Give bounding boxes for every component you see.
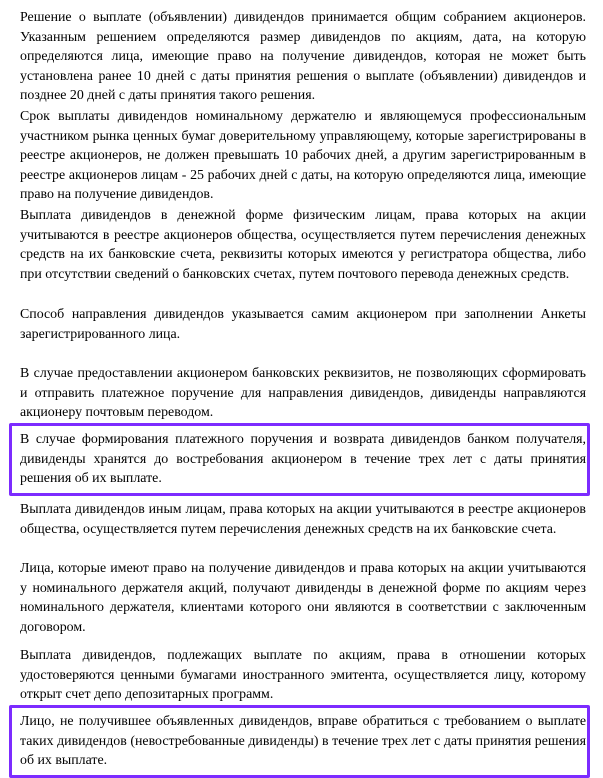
paragraph-nominee-holder: Лица, которые имеют право на получение дивидендов и права которых на акции учитываются у номинального держателя акций, получают дивиденды в денежной форме по акциям через номинального держателя, клиентами которого они являются в соответствии с заключенным договором. (20, 561, 586, 635)
paragraph-bank-return: В случае формирования платежного поручения и возврата дивидендов банком получателя, дивиденды хранятся до востребования акционером в течение трех лет с даты принятия решения об их выплате. (20, 432, 586, 487)
paragraph-foreign-issuer: Выплата дивидендов, подлежащих выплате по акциям, права в отношении которых удостоверяются ценными бумагами иностранного эмитента, осуществляется лицу, которому открыт счет депо депозитарных программ. (20, 648, 586, 703)
paragraph-dividend-decision: Решение о выплате (объявлении) дивидендов принимается общим собранием акционеров. Указанным решением определяются размер дивидендов по акциям, дата, на которую определяются лица, имеющие право на получение дивидендов, которая не может быть установлена ранее 10 дней с даты принятия решения о выплате (объявлении) дивидендов и позднее 20 дней с даты принятия такого решения. (20, 10, 586, 104)
highlight-box-bank-return (9, 423, 590, 496)
paragraph-postal-transfer: В случае предоставлении акционером банковских реквизитов, не позволяющих сформировать и отправить платежное поручение для направления дивидендов, дивиденды направляются акционеру почтовым переводом. (20, 366, 586, 421)
paragraph-payment-term: Срок выплаты дивидендов номинальному держателю и являющемуся профессиональным участником рынка ценных бумаг доверительному управляющему, которые зарегистрированы в реестре акционеров, не должен превышать 10 рабочих дней, а другим зарегистрированным в реестре акционеров лицам - 25 рабочих дней с даты, на которую определяются лица, имеющие право на получение дивидендов. (20, 109, 586, 203)
highlight-box-unclaimed-dividends (9, 705, 590, 778)
paragraph-other-persons: Выплата дивидендов иным лицам, права которых на акции учитываются в реестре акционеров общества, осуществляется путем перечисления денежных средств на их банковские счета. (20, 502, 586, 537)
paragraph-payment-method: Способ направления дивидендов указывается самим акционером при заполнении Анкеты зарегистрированного лица. (20, 307, 586, 342)
paragraph-individuals-payment: Выплата дивидендов в денежной форме физическим лицам, права которых на акции учитываются в реестре акционеров общества, осуществляется путем перечисления денежных средств на их банковские счета, реквизиты которых имеются у регистратора общества, либо при отсутствии сведений о банковских счетах, путем почтового перевода денежных средств. (20, 208, 586, 282)
paragraph-unclaimed-dividends: Лицо, не получившее объявленных дивидендов, вправе обратиться с требованием о выплате таких дивидендов (невостребованные дивиденды) в течение трех лет с даты принятия решения об их выплате. (20, 714, 586, 769)
